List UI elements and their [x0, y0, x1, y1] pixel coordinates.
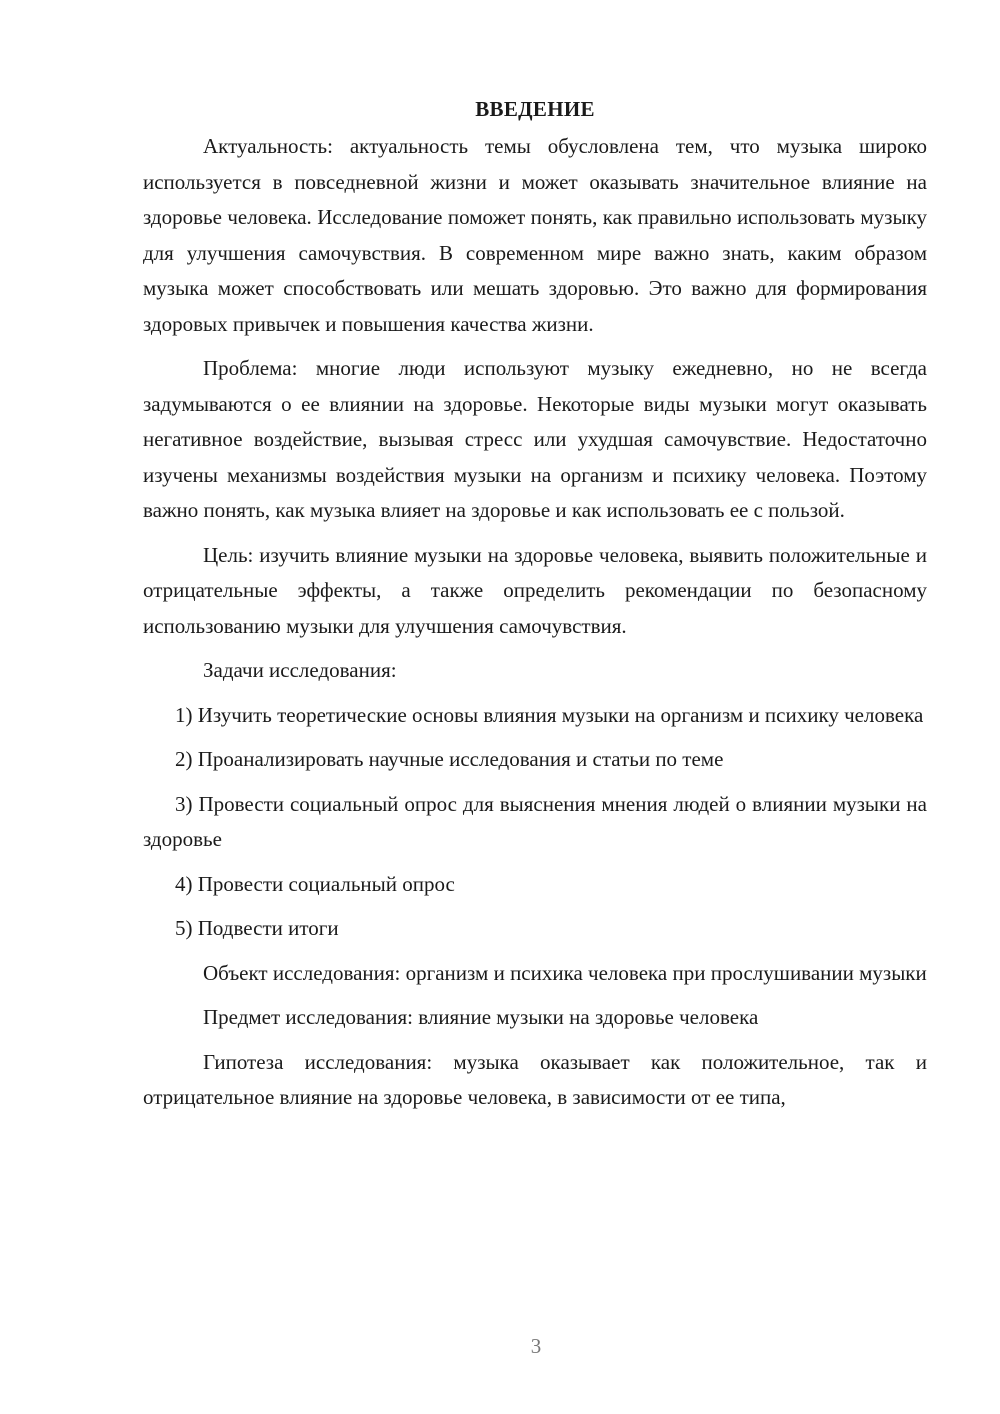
task-item-3: 3) Провести социальный опрос для выяснения мнения людей о влиянии музыки на здоровье	[143, 791, 927, 851]
task-item-5: 5) Подвести итоги	[175, 916, 339, 940]
tasks-heading: Задачи исследования:	[203, 658, 397, 682]
document-page	[143, 92, 927, 1125]
page-number: 3	[530, 1334, 542, 1358]
hypothesis-paragraph: Гипотеза исследования: музыка оказывает как положительное, так и отрицательное влияние на здоровье человека, в зависимости от ее типа,	[143, 1049, 927, 1109]
section-title: ВВЕДЕНИЕ	[475, 97, 595, 121]
goal-paragraph: Цель: изучить влияние музыки на здоровье человека, выявить положительные и отрицательные эффекты, а также определить рекомендации по безопасному использованию музыки для улучшения самочувствия.	[143, 542, 927, 638]
task-item-2: 2) Проанализировать научные исследования и статьи по теме	[175, 747, 724, 771]
task-item-1: 1) Изучить теоретические основы влияния музыки на организм и психику человека	[175, 702, 924, 727]
research-object-paragraph: Объект исследования: организм и психика человека при прослушивании музыки	[203, 960, 927, 985]
relevance-paragraph: Актуальность: актуальность темы обусловлена тем, что музыка широко используется в повседневной жизни и может оказывать значительное влияние на здоровье человека. Исследование поможет понять, как правильно использовать музыку для улучшения самочувствия. В современном мире важно знать, каким образом музыка может способствовать или мешать здоровью. Это важно для формирования здоровых привычек и повышения качества жизни.	[143, 134, 927, 336]
task-item-4: 4) Провести социальный опрос	[175, 871, 455, 896]
problem-paragraph: Проблема: многие люди используют музыку ежедневно, но не всегда задумываются о ее влиянии на здоровье. Некоторые виды музыки могут оказывать негативное воздействие, вызывая стресс или ухудшая самочувствие. Недостаточно изучены механизмы воздействия музыки на организм и психику человека. Поэтому важно понять, как музыка влияет на здоровье и как использовать ее с пользой.	[143, 356, 927, 522]
research-subject-paragraph: Предмет исследования: влияние музыки на здоровье человека	[203, 1005, 759, 1029]
